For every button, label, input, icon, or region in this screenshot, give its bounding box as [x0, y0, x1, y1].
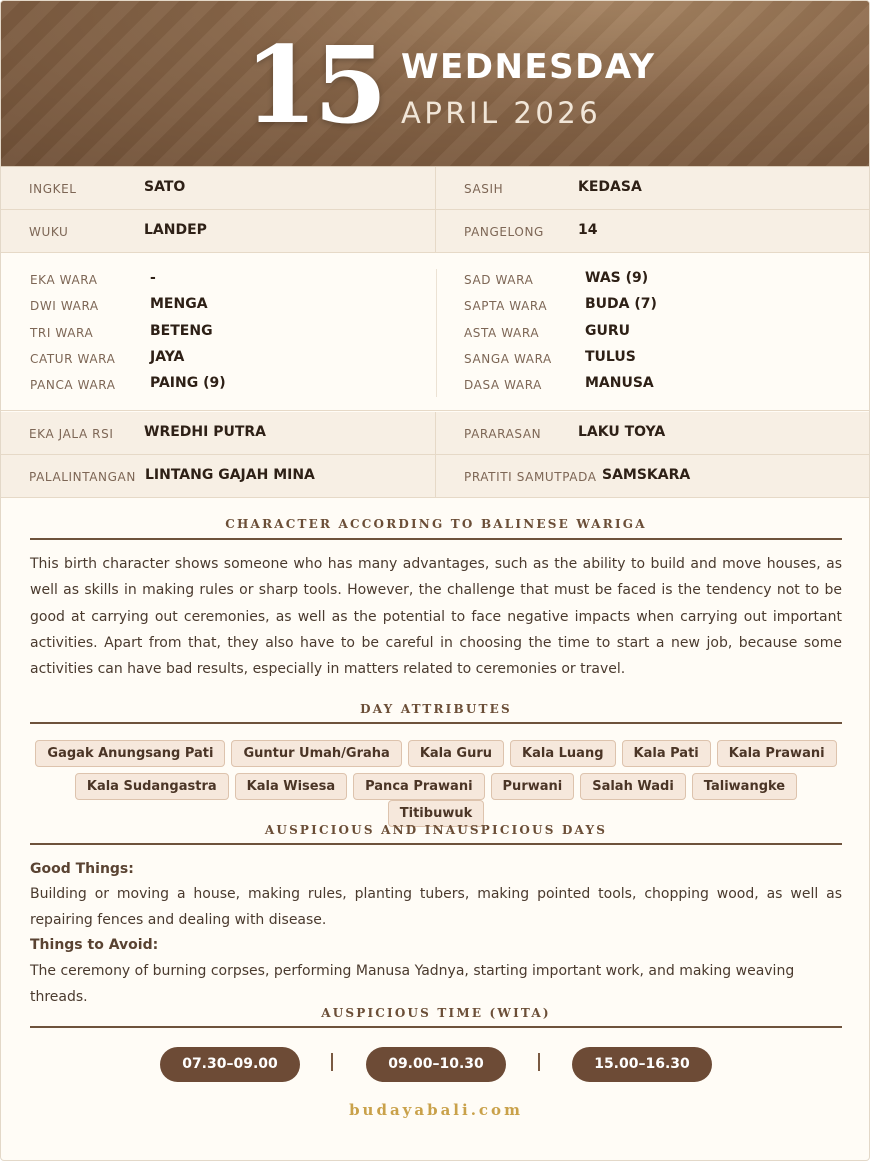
character-description: This birth character shows someone who has many advantages, such as the ability to build and move houses, as well as skills in making rules or sharp tools. However, the challenge that must be faced is the tendency not to be good at carrying out ceremonies, as well as the potential to face negative impacts when carrying out important activities. Apart from that, they also have to be careful in choosing the time to start a new job, because some activities can have bad results, especially in matters related to ceremonies or travel.	[30, 556, 842, 678]
sasih-value: KEDASA	[578, 179, 642, 195]
panca-wara-label: PANCA WARA	[30, 378, 116, 392]
weekday-label: WEDNESDAY	[401, 47, 656, 87]
ingkel-label: INGKEL	[29, 182, 77, 196]
pratiti-samutpada-value: SAMSKARA	[602, 467, 691, 483]
attribute-chip: Titibuwuk	[388, 800, 484, 827]
attribute-chip: Kala Wisesa	[235, 773, 347, 800]
times-title-rule	[30, 1026, 842, 1028]
times-section-title: AUSPICIOUS TIME (WITA)	[321, 1006, 551, 1020]
attribute-chip: Kala Prawani	[717, 740, 837, 767]
info-cell-palalintangan	[1, 455, 436, 498]
wara-divider	[436, 269, 437, 397]
attribute-chip: Panca Prawani	[353, 773, 484, 800]
info-cell-pararasan	[436, 412, 870, 455]
days-title-rule	[30, 843, 842, 845]
time-slot-pill: 07.30–09.00	[160, 1047, 300, 1082]
day-number: 15	[244, 22, 384, 147]
eka-wara-label: EKA WARA	[30, 273, 98, 287]
attribute-chip: Purwani	[491, 773, 575, 800]
tri-wara-label: TRI WARA	[30, 326, 94, 340]
date-header	[1, 1, 870, 167]
time-separator	[331, 1053, 333, 1071]
panca-wara-value: PAING (9)	[150, 375, 226, 391]
attribute-chip: Taliwangke	[692, 773, 797, 800]
info-row-eka-jala-rsi-pararasan	[1, 412, 870, 455]
info-cell-wuku	[1, 210, 436, 253]
info-cell-ingkel	[1, 167, 436, 210]
attribute-chip: Kala Guru	[408, 740, 504, 767]
pratiti-samutpada-label: PRATITI SAMUTPADA	[464, 470, 597, 484]
catur-wara-label: CATUR WARA	[30, 352, 116, 366]
eka-jala-rsi-value: WREDHI PUTRA	[144, 424, 267, 440]
wara-table	[1, 253, 870, 411]
sad-wara-value: WAS (9)	[585, 270, 649, 286]
dwi-wara-label: DWI WARA	[30, 299, 99, 313]
character-section-title: CHARACTER ACCORDING TO BALINESE WARIGA	[225, 517, 647, 531]
good-things-heading: Good Things:	[30, 861, 134, 877]
wuku-label: WUKU	[29, 225, 69, 239]
character-title-rule	[30, 538, 842, 540]
days-section-title: AUSPICIOUS AND INAUSPICIOUS DAYS	[264, 823, 608, 837]
info-row-ingkel-sasih	[1, 167, 870, 210]
eka-jala-rsi-label: EKA JALA RSI	[29, 427, 114, 441]
attributes-title-rule	[30, 722, 842, 724]
attribute-chip: Gagak Anungsang Pati	[35, 740, 225, 767]
palalintangan-label: PALALINTANGAN	[29, 470, 136, 484]
wuku-value: LANDEP	[144, 222, 207, 238]
eka-wara-value: -	[150, 270, 156, 286]
sapta-wara-value: BUDA (7)	[585, 296, 657, 312]
palalintangan-value: LINTANG GAJAH MINA	[145, 467, 315, 483]
time-slot-pill: 15.00–16.30	[572, 1047, 712, 1082]
dasa-wara-value: MANUSA	[585, 375, 654, 391]
things-to-avoid-heading: Things to Avoid:	[30, 937, 159, 953]
attribute-chip: Salah Wadi	[580, 773, 686, 800]
things-to-avoid-text: The ceremony of burning corpses, performing Manusa Yadnya, starting important work, and making weaving threads.	[30, 963, 795, 1006]
info-cell-pangelong	[436, 210, 870, 253]
time-separator	[538, 1053, 540, 1071]
info-cell-eka-jala-rsi	[1, 412, 436, 455]
info-cell-sasih	[436, 167, 870, 210]
attribute-chip: Kala Pati	[622, 740, 711, 767]
sasih-label: SASIH	[464, 182, 504, 196]
pararasan-label: PARARASAN	[464, 427, 542, 441]
good-things-text: Building or moving a house, making rules, planting tubers, making pointed tools, chopping wood, as well as repairing fences and dealing with disease.	[30, 886, 842, 929]
attributes-section-title: DAY ATTRIBUTES	[360, 702, 512, 716]
attribute-chip: Kala Sudangastra	[75, 773, 229, 800]
attribute-chip: Kala Luang	[510, 740, 615, 767]
tri-wara-value: BETENG	[150, 323, 213, 339]
info-cell-pratiti-samutpada	[436, 455, 870, 498]
month-year-label: APRIL 2026	[401, 96, 602, 130]
dasa-wara-label: DASA WARA	[464, 378, 542, 392]
dwi-wara-value: MENGA	[150, 296, 208, 312]
info-row-palalintangan-pratiti	[1, 455, 870, 498]
attribute-chip-row-1	[30, 740, 842, 767]
site-footer-link[interactable]: budayabali.com	[349, 1101, 523, 1119]
catur-wara-value: JAYA	[150, 349, 185, 365]
asta-wara-value: GURU	[585, 323, 631, 339]
asta-wara-label: ASTA WARA	[464, 326, 540, 340]
attribute-chip-row-2	[30, 773, 842, 821]
sanga-wara-value: TULUS	[585, 349, 636, 365]
pangelong-label: PANGELONG	[464, 225, 544, 239]
pangelong-value: 14	[578, 222, 598, 238]
sanga-wara-label: SANGA WARA	[464, 352, 552, 366]
sad-wara-label: SAD WARA	[464, 273, 534, 287]
sapta-wara-label: SAPTA WARA	[464, 299, 548, 313]
info-row-wuku-pangelong	[1, 210, 870, 253]
pararasan-value: LAKU TOYA	[578, 424, 666, 440]
time-slot-pill: 09.00–10.30	[366, 1047, 506, 1082]
ingkel-value: SATO	[144, 179, 186, 195]
attribute-chip: Guntur Umah/Graha	[231, 740, 401, 767]
